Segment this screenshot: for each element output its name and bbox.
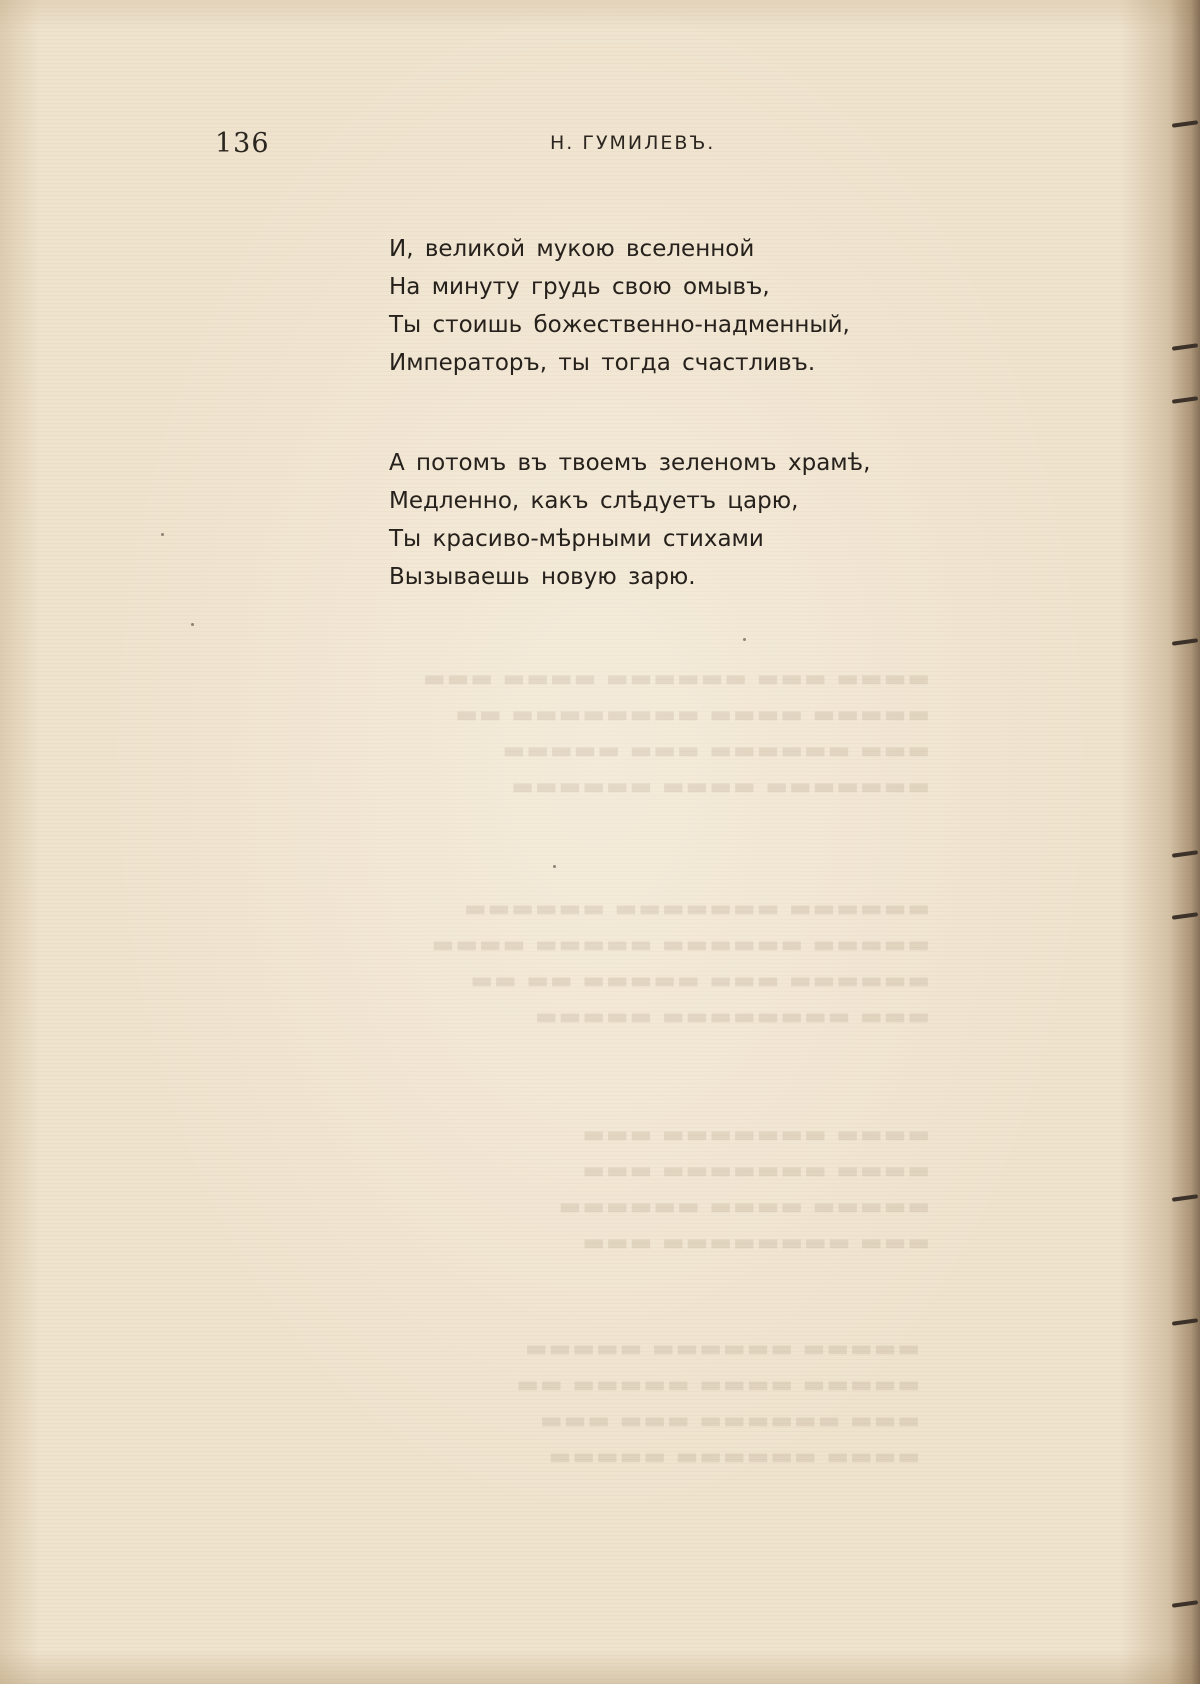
running-head-author: Н. ГУМИЛЕВЪ. — [550, 132, 716, 154]
paper-speck — [553, 865, 556, 868]
running-head — [0, 128, 1200, 168]
stanza — [389, 230, 989, 382]
poem-line: Вызываешь новую зарю. — [389, 564, 696, 590]
poem-line: Императоръ, ты тогда счастливъ. — [389, 350, 816, 376]
page-number: 136 — [215, 128, 270, 159]
paper-speck — [191, 623, 194, 626]
poem-line: Медленно, какъ слѣдуетъ царю, — [389, 488, 799, 514]
poem-line: А потомъ въ твоемъ зеленомъ храмѣ, — [389, 450, 871, 476]
poem-line: На минуту грудь свою омывъ, — [389, 274, 770, 300]
show-through-block: ▬▬▬▬▬ ▬▬▬▬▬▬ ▬▬▬▬▬ ▬▬▬▬▬ ▬▬▬▬ ▬▬▬▬▬ ▬▬ ▬▬▬ ▬▬▬▬▬▬ ▬▬▬ ▬▬▬ ▬▬▬▬ ▬▬▬▬▬▬ ▬▬▬▬▬ — [515, 1334, 920, 1470]
poem-line: Ты красиво-мѣрными стихами — [389, 526, 764, 552]
paper-speck — [161, 533, 164, 536]
page-spine-edge — [1170, 0, 1200, 1684]
poem-line: Ты стоишь божественно-надменный, — [389, 312, 850, 338]
show-through-block: ▬▬▬▬ ▬▬▬▬▬▬▬ ▬▬▬ ▬▬▬▬ ▬▬▬▬▬▬▬ ▬▬▬ ▬▬▬▬▬ ▬▬▬▬ ▬▬▬▬▬▬ ▬▬▬ ▬▬▬▬▬▬▬▬ ▬▬▬ — [557, 1120, 930, 1256]
poem-line: И, великой мукою вселенной — [389, 236, 755, 262]
show-through-block: ▬▬▬▬▬▬ ▬▬▬▬▬▬▬ ▬▬▬▬▬▬ ▬▬▬▬▬ ▬▬▬▬▬▬ ▬▬▬▬▬ ▬▬▬▬ ▬▬▬▬▬▬ ▬▬▬ ▬▬▬▬▬ ▬▬ ▬▬ ▬▬▬ ▬▬▬▬▬▬▬▬ ▬▬▬▬▬ — [430, 894, 930, 1030]
poem — [389, 230, 989, 658]
stanza — [389, 444, 989, 596]
show-through-block: ▬▬▬▬ ▬▬▬ ▬▬▬▬▬▬ ▬▬▬▬ ▬▬▬ ▬▬▬▬▬ ▬▬▬▬ ▬▬▬▬▬▬▬▬ ▬▬ ▬▬▬ ▬▬▬▬▬▬ ▬▬▬ ▬▬▬▬▬ ▬▬▬▬▬▬▬ ▬▬▬▬ ▬▬▬▬▬▬ — [421, 664, 930, 800]
